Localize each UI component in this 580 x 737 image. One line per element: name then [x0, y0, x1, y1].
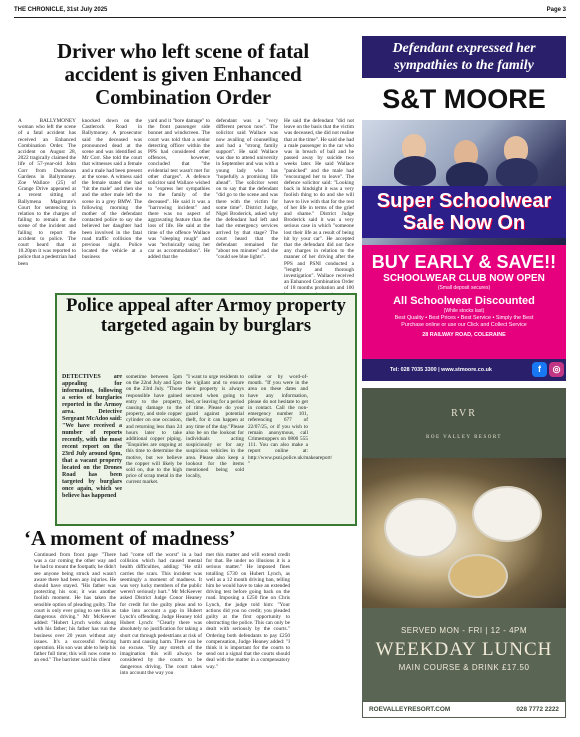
- instagram-icon[interactable]: ◎: [549, 362, 564, 377]
- story3-headline: ‘A moment of madness’: [24, 526, 236, 550]
- story2-col4: online or by word-of-mouth. "If you were in the area on these dates and have any information, please do not hesitate to get in contact. Call the non-emergency number 101, referencing 677 of 22/07/25, or if you wish to remain anonymous, call Crimestoppers on 0800 555 111. You can also make a report online at: http://www.psni.police.uk/makeareport/ ": [248, 374, 333, 467]
- story1-col1: A BALLYMONEY woman who left the scene of a fatal accident has received an Enhanced Combination Order. The accident on August 28, 2022 tragically claimed the life of 57-year-old John Corr from Dundooan Gardens in Ballymoney. Zoe Wallace (25) of Grange Drive appeared at a recent sitting of Ballymena Magistrate's Court for sentencing in relation to the charges of failing to remain at the scene of the incident and failing to report the accident to police. The court heard that at 10.20pm it was reported to police that a pedestrian had been: [18, 118, 76, 267]
- rvr-header: [362, 388, 566, 458]
- contact-bar[interactable]: Tel: 028 7035 3300 | www.stmoore.co.uk: [362, 359, 566, 381]
- story2-col3: "I want to urge residents to be vigilant and to ensure their property is always secured when going to bed, or leaving for a period of time. Please do your guard against potential theft, for it can happen at any time of the day."Please also be on the lookout for individuals acting suspiciously or for any suspicious vehicles in the area. Please also keep a lookout for the items mentioned being sold locally,: [186, 374, 244, 480]
- story1-col2: knocked down on the Castlerock Road in Ballymoney. A prosecutor said the deceased was pronounced dead at the scene and was identified as Mr Corr. She told the court that witnesses said a female and a male had been present at the scene. A witness said the female stated she had "hit the male" and then she and the other male left the scene in a grey BMW. The following morning the mother of the defendant contacted police to say she believed her daughter had been involved in the fatal road traffic collision the previous night. Police located the vehicle at a business: [82, 118, 142, 261]
- story2-headline: Police appeal after Armoy property targeted again by burglars: [66, 296, 346, 336]
- story1-col4: defendant was a "very different person now". The solicitor said Wallace was now availing of counselling and had a "strong family support". He said Wallace was due to attend university in September and was with a young lady who has "hopefully a promising life ahead". The solicitor went on to say that the defendant "did go to the scene and was there with the victim for some time". District Judge, Nigel Broderick, asked why the defendant had left and had the emergency services arrived by that stage? The court heard that the defendant remained for "about ten minutes" and she "could see blue lights".: [216, 118, 278, 261]
- lunch-info: [362, 608, 566, 701]
- rvr-phone[interactable]: 028 7772 2222: [516, 706, 559, 713]
- plate-1: [384, 498, 458, 558]
- club-open-text: SCHOOLWEAR CLUB NOW OPEN: [383, 273, 545, 284]
- story1-col5: He said the defendant "did not leave on the basis that the victim was deceased, she did not realise that at the time". He said she had a male passenger in the car who was in breach of bail and he passed away by suicide two weeks later. He said Wallace "panicked" and the male had "encouraged her to leave". The defence solicitor said: "Looking back in hindsight it was a very foolish thing to do and she will have to live with that for the rest of her life in terms of the grief and shame." District Judge Broderick said it was a very serious case in which "someone lost their life as a result of being hit by your car". He accepted that the defendant did not face any charges in relation to the manner of her driving after the PPS and PSNI conducted a "lengthy and thorough investigation". Wallace received an Enhanced Combination Order of 18 months probation and 100: [284, 118, 354, 292]
- stocks-note: (While stocks last): [443, 308, 485, 314]
- story3-col3: met this matter and will extend credit for that. Be under no illusions it is a serious matter." He imposed fines totalling £730 on Hubert Lynch, as well as a 12 month driving ban, telling him he would have to take an extended driving test before going back on the road. Imposing a £250 fine on Chris Lynch, the judge told him: "Your actions did you no credit; you pleaded guilty at the first opportunity to obstructing the police. This can only be dealt with seriously by the courts." Ordering both defendants to pay £250 compensation, Judge Heaney added: "I think it is important for the courts to send out a signal that the courts should deal with the matter in a compensatory way.": [206, 552, 290, 670]
- resort-name: ROE VALLEY RESORT: [426, 435, 502, 440]
- story3-col1: Continued from front page "There was a car coming the other way and he had to mount the footpath; he didn't see anyone being struck and wasn't aware there had been any injuries. He should have stayed. "His father was protecting his son; it was another foolish moment. He has taken the sensible option of pleading guilty. The court is only ever going to see this as dangerous driving." Mr McKeever added: "Hubert Lynch works along with his father; his father has run the business over 20 years without any issues. It's a successful fencing operation. His son was able to help his father full time; this will now come to an end." The barrister said his client: [34, 552, 117, 664]
- masthead: [14, 4, 566, 16]
- address-line: 28 RAILWAY ROAD, COLERAINE: [422, 332, 506, 338]
- st-moore-logo: S&T MOORE: [362, 78, 566, 120]
- story1-headline: Driver who left scene of fatal accident is given Enhanced Combination Order: [57, 39, 309, 109]
- purchase-line: Purchase online or use our Click and Collect Service: [401, 322, 527, 328]
- page-number: Page 3: [546, 7, 566, 13]
- story3-col2: had "come off the worst" in a bad collision which had caused mental health difficulties, adding: "He still carries the scars. This incident was seemingly a moment of madness. It was very lucky members of the public weren't seriously hurt." Mr McKeever asked District Judge Conor Heaney for credit for the guilty pleas and to take into account a gap in Hubert Lynch's offending. Judge Heaney told Hubert Lynch: "Clearly there was absolutely no justification for taking a short cut through pedestrians at risk of harm and causing harm. There can be no excuse. "By any stretch of the imagination this will always be considered by the courts to be dangerous driving. The court takes into account the way you: [120, 552, 202, 676]
- roe-valley-advert[interactable]: [362, 388, 566, 718]
- dish-3: [448, 554, 508, 598]
- discounted-text: All Schoolwear Discounted: [393, 295, 535, 307]
- st-moore-advert[interactable]: [362, 36, 566, 381]
- story2-col1: DETECTIVES are appealing for information, following a series of burglaries reported in the Armoy area. Detective Sergeant McAdoo said: "We have received a number of reports recently, with the most recent report on the 23rd July around 6pm, that a vacant property located on the Drones Road has been targeted by burglars once again, which we believe has happened: [62, 374, 122, 499]
- lunch-food-photo: [362, 458, 566, 608]
- rvr-contact-bar[interactable]: [362, 701, 566, 718]
- rvr-logo: RVR: [451, 408, 477, 419]
- plate-2: [472, 486, 542, 542]
- top-rule: [14, 17, 566, 18]
- weekday-lunch-title: WEEKDAY LUNCH: [375, 639, 553, 660]
- served-times: SERVED MON - FRI | 12 - 4PM: [400, 626, 528, 635]
- child-blazer-1: [394, 156, 436, 186]
- facebook-icon[interactable]: f: [532, 362, 547, 377]
- story2-col2: sometime between 5pm on the 22nd July and 5pm on the 23rd July. "Those responsible have gained entry to the property, causing damage to the property, and stole copper cylinder on one occasion, and returning less than 24 hours later to take additional copper piping. "Enquiries are ongoing at this time to determine the motive, but we believe the copper will likely be sold on, due to the high price of scrap metal in the current market.: [126, 374, 182, 486]
- price-line: MAIN COURSE & DRINK £17.50: [398, 663, 530, 672]
- story1-col3: yard and it "bore damage" to the front passenger side bonnet and windscreen. The court was told that a senior detecting officer within the PPS had considered other offences, however, concluded that "the evidential test wasn't met for other charges". A defence solicitor said Wallace wished to "express her sympathies to the family of the deceased". He said it was a "harrowing incident" and there was no aspect of aggravating feature than the loss of life. He said at the time of the offence Wallace was "sleeping rough" and was "technically using her car as accommodation". He added that the: [148, 118, 210, 261]
- schoolwear-sale-banner: Super Schoolwear Sale Now On: [362, 186, 566, 238]
- buy-early-headline: BUY EARLY & SAVE!!: [371, 252, 557, 272]
- ad-sympathy-banner: Defendant expressed her sympathies to the family: [362, 36, 566, 78]
- deposit-note: (Small deposit secures): [437, 285, 491, 291]
- rvr-url[interactable]: ROEVALLEYRESORT.COM: [369, 706, 451, 713]
- features-line: Best Quality • Best Prices • Best Service • Simply the Best: [394, 315, 534, 321]
- child-blazer-3: [496, 158, 538, 188]
- masthead-date: THE CHRONICLE, 31st July 2025: [14, 7, 108, 13]
